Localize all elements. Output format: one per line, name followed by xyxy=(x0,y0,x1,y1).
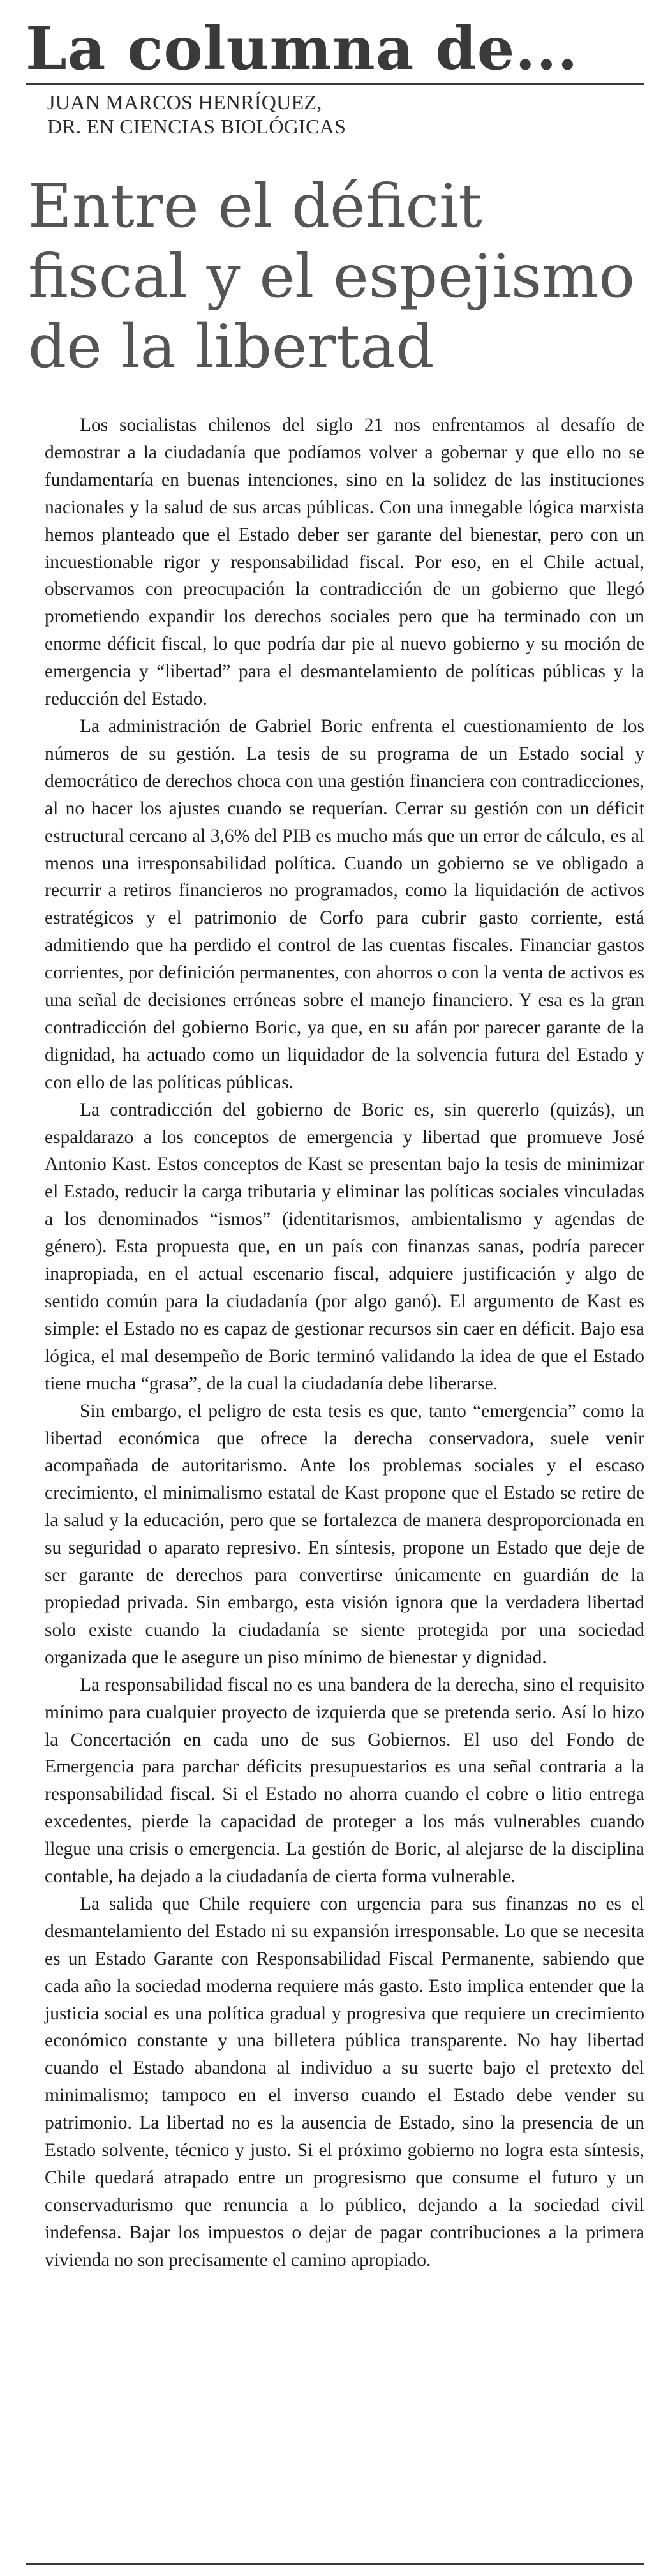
column-title: La columna de... xyxy=(26,14,579,83)
article-headline: Entre el déficit fiscal y el espejismo de la libertad xyxy=(28,172,635,382)
article-paragraph: La administración de Gabriel Boric enfrenta el cuestionamiento de los números de su gestión. La tesis de su programa de un Estado social y democrático de derechos choca con una gestión financiera con contradicciones, al no hacer los ajustes cuando se requerían. Cerrar su gestión con un déficit estructural cercano al 3,6% del PIB es mucho más que un error de cálculo, es al menos una irresponsabilidad política. Cuando un gobierno se ve obligado a recurrir a retiros financieros no programados, como la liquidación de activos estratégicos y el patrimonio de Corfo para cubrir gasto corriente, está admitiendo que ha perdido el control de las cuentas fiscales. Financiar gastos corrientes, por definición permanentes, con ahorros o con la venta de activos es una señal de decisiones erróneas sobre el manejo financiero. Y esa es la gran contradicción del gobierno Boric, ya que, en su afán por parecer garante de la dignidad, ha actuado como un liquidador de la solvencia futura del Estado y con ello de las políticas públicas. xyxy=(45,715,644,1093)
article-body xyxy=(45,412,644,2274)
article-paragraph: La contradicción del gobierno de Boric es, sin quererlo (quizás), un espaldarazo a los conceptos de emergencia y libertad que promueve José Antonio Kast. Estos conceptos de Kast se presentan bajo la tesis de minimizar el Estado, reducir la carga tributaria y eliminar las políticas sociales vinculadas a los denominados “ismos” (identitarismos, ambientalismo y agendas de género). Esta propuesta que, en un país con finanzas sanas, podría parecer inapropiada, en el actual escenario fiscal, adquiere justificación y algo de sentido común para la ciudadanía (por algo ganó). El argumento de Kast es simple: el Estado no es capaz de gestionar recursos sin caer en déficit. Bajo esa lógica, el mal desempeño de Boric terminó validando la idea de que el Estado tiene mucha “grasa”, de la cual la ciudadanía debe liberarse. xyxy=(45,1099,644,1394)
author-name: JUAN MARCOS HENRÍQUEZ, xyxy=(47,91,322,114)
article-paragraph: Los socialistas chilenos del siglo 21 nos enfrentamos al desafío de demostrar a la ciudadanía que podíamos volver a gobernar y que ello no se fundamentaría en buenas intenciones, sino en la solidez de las instituciones nacionales y la salud de sus arcas públicas. Con una innegable lógica marxista hemos planteado que el Estado deber ser garante del bienestar, pero con un incuestionable rigor y responsabilidad fiscal. Por eso, en el Chile actual, observamos con preocupación la contradicción de un gobierno que llegó prometiendo expandir los derechos sociales pero que ha terminado con un enorme déficit fiscal, lo que podría dar pie al nuevo gobierno y su moción de emergencia y “libertad” para el desmantelamiento de políticas públicas y la reducción del Estado. xyxy=(45,415,644,710)
article-paragraph: Sin embargo, el peligro de esta tesis es que, tanto “emergencia” como la libertad económica que ofrece la derecha conservadora, suele venir acompañada de autoritarismo. Ante los problemas sociales y el escaso crecimiento, el minimalismo estatal de Kast propone que el Estado se retire de la salud y la educación, pero que se fortalezca de manera desproporcionada en su seguridad o aparato represivo. En síntesis, propone un Estado que deje de ser garante de derechos para convertirse únicamente en guardián de la propiedad privada. Sin embargo, esta visión ignora que la verdadera libertad solo existe cuando la ciudadanía se siente protegida por una sociedad organizada que le asegure un piso mínimo de bienestar y dignidad. xyxy=(45,1400,644,1668)
byline xyxy=(47,90,644,139)
author-title: DR. EN CIENCIAS BIOLÓGICAS xyxy=(47,115,346,138)
article-paragraph: La salida que Chile requiere con urgencia para sus finanzas no es el desmantelamiento del Estado ni su expansión irresponsable. Lo que se necesita es un Estado Garante con Responsabilidad Fiscal Permanente, sabiendo que cada año la sociedad moderna requiere más gasto. Esto implica entender que la justicia social es una política gradual y progresiva que requiere un crecimiento económico constante y una billetera pública transparente. No hay libertad cuando el Estado abandona al individuo a su suerte bajo el pretexto del minimalismo; tampoco en el inverso cuando el Estado debe vender su patrimonio. La libertad no es la ausencia de Estado, sino la presencia de un Estado solvente, técnico y justo. Si el próximo gobierno no logra esta síntesis, Chile quedará atrapado entre un progresismo que consume el futuro y un conservadurismo que renuncia a lo público, dejando a la sociedad civil indefensa. Bajar los impuestos o dejar de pagar contribuciones a la primera vivienda no son precisamente el camino apropiado. xyxy=(45,1893,644,2270)
header-divider xyxy=(26,83,644,85)
article-paragraph: La responsabilidad fiscal no es una bandera de la derecha, sino el requisito mínimo para cualquier proyecto de izquierda que se pretenda serio. Así lo hizo la Concertación en cada uno de sus Gobiernos. El uso del Fondo de Emergencia para parchar déficits presupuestarios es una señal contraria a la responsabilidad fiscal. Si el Estado no ahorra cuando el cobre o litio entrega excedentes, pierde la capacidad de proteger a los más vulnerables cuando llegue una crisis o emergencia. La gestión de Boric, al alejarse de la disciplina contable, ha dejado a la ciudadanía de cierta forma vulnerable. xyxy=(45,1674,644,1887)
footer-divider xyxy=(26,2563,644,2565)
